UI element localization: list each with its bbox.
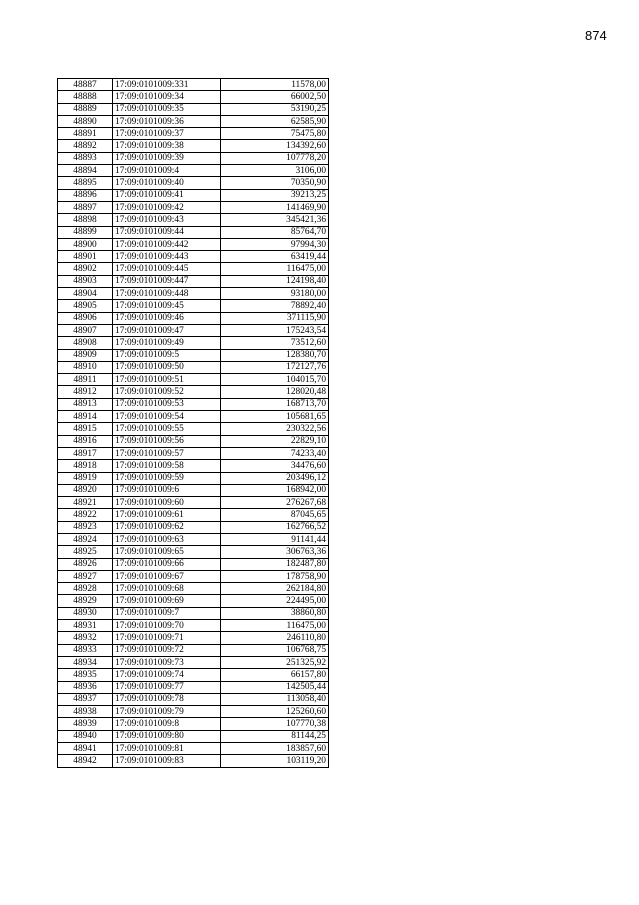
value-cell: 276267,68: [221, 497, 329, 509]
value-cell: 134392,60: [221, 140, 329, 152]
table-row: [58, 484, 329, 496]
cadastral-number-cell: 17:09:0101009:74: [113, 669, 221, 681]
value-cell: 345421,36: [221, 214, 329, 226]
value-cell: 38860,80: [221, 607, 329, 619]
cadastral-number-cell: 17:09:0101009:4: [113, 165, 221, 177]
value-cell: 262184,80: [221, 583, 329, 595]
value-cell: 168713,70: [221, 398, 329, 410]
value-cell: 128020,48: [221, 386, 329, 398]
value-cell: 182487,80: [221, 558, 329, 570]
value-cell: 78892,40: [221, 300, 329, 312]
value-cell: 81144,25: [221, 730, 329, 742]
cadastral-number-cell: 17:09:0101009:35: [113, 103, 221, 115]
row-number-cell: 48903: [58, 275, 113, 287]
table-row: [58, 706, 329, 718]
table-row: [58, 509, 329, 521]
table-row: [58, 201, 329, 213]
value-cell: 53190,25: [221, 103, 329, 115]
row-number-cell: 48887: [58, 79, 113, 91]
table-row: [58, 620, 329, 632]
row-number-cell: 48893: [58, 152, 113, 164]
row-number-cell: 48938: [58, 706, 113, 718]
row-number-cell: 48929: [58, 595, 113, 607]
value-cell: 70350,90: [221, 177, 329, 189]
cadastral-number-cell: 17:09:0101009:71: [113, 632, 221, 644]
table-row: [58, 226, 329, 238]
value-cell: 168942,00: [221, 484, 329, 496]
cadastral-number-cell: 17:09:0101009:45: [113, 300, 221, 312]
table-row: [58, 349, 329, 361]
table-row: [58, 656, 329, 668]
cadastral-number-cell: 17:09:0101009:63: [113, 533, 221, 545]
cadastral-number-cell: 17:09:0101009:70: [113, 620, 221, 632]
table-row: [58, 411, 329, 423]
row-number-cell: 48935: [58, 669, 113, 681]
cadastral-number-cell: 17:09:0101009:57: [113, 447, 221, 459]
value-cell: 172127,76: [221, 361, 329, 373]
cadastral-number-cell: 17:09:0101009:5: [113, 349, 221, 361]
cadastral-number-cell: 17:09:0101009:43: [113, 214, 221, 226]
cadastral-number-cell: 17:09:0101009:47: [113, 324, 221, 336]
table-row: [58, 472, 329, 484]
row-number-cell: 48922: [58, 509, 113, 521]
row-number-cell: 48939: [58, 718, 113, 730]
row-number-cell: 48918: [58, 460, 113, 472]
row-number-cell: 48910: [58, 361, 113, 373]
value-cell: 224495,00: [221, 595, 329, 607]
cadastral-number-cell: 17:09:0101009:56: [113, 435, 221, 447]
cadastral-number-cell: 17:09:0101009:83: [113, 755, 221, 767]
table-row: [58, 558, 329, 570]
table-row: [58, 460, 329, 472]
table-row: [58, 755, 329, 767]
cadastral-number-cell: 17:09:0101009:80: [113, 730, 221, 742]
table-row: [58, 435, 329, 447]
row-number-cell: 48906: [58, 312, 113, 324]
value-cell: 66157,80: [221, 669, 329, 681]
cadastral-number-cell: 17:09:0101009:58: [113, 460, 221, 472]
row-number-cell: 48934: [58, 656, 113, 668]
value-cell: 183857,60: [221, 743, 329, 755]
cadastral-number-cell: 17:09:0101009:38: [113, 140, 221, 152]
row-number-cell: 48907: [58, 324, 113, 336]
value-cell: 106768,75: [221, 644, 329, 656]
row-number-cell: 48919: [58, 472, 113, 484]
table-row: [58, 238, 329, 250]
row-number-cell: 48890: [58, 115, 113, 127]
cadastral-number-cell: 17:09:0101009:55: [113, 423, 221, 435]
value-cell: 97994,30: [221, 238, 329, 250]
row-number-cell: 48927: [58, 570, 113, 582]
table-row: [58, 743, 329, 755]
cadastral-number-cell: 17:09:0101009:442: [113, 238, 221, 250]
table-row: [58, 423, 329, 435]
cadastral-number-cell: 17:09:0101009:46: [113, 312, 221, 324]
cadastral-number-cell: 17:09:0101009:78: [113, 693, 221, 705]
table-row: [58, 275, 329, 287]
table-row: [58, 337, 329, 349]
value-cell: 75475,80: [221, 128, 329, 140]
value-cell: 162766,52: [221, 521, 329, 533]
value-cell: 22829,10: [221, 435, 329, 447]
table-row: [58, 165, 329, 177]
table-row: [58, 386, 329, 398]
row-number-cell: 48888: [58, 91, 113, 103]
cadastral-number-cell: 17:09:0101009:54: [113, 411, 221, 423]
table-row: [58, 632, 329, 644]
cadastral-number-cell: 17:09:0101009:72: [113, 644, 221, 656]
value-cell: 34476,60: [221, 460, 329, 472]
row-number-cell: 48932: [58, 632, 113, 644]
cadastral-number-cell: 17:09:0101009:50: [113, 361, 221, 373]
table-row: [58, 607, 329, 619]
row-number-cell: 48921: [58, 497, 113, 509]
row-number-cell: 48937: [58, 693, 113, 705]
value-cell: 85764,70: [221, 226, 329, 238]
value-cell: 62585,90: [221, 115, 329, 127]
row-number-cell: 48914: [58, 411, 113, 423]
row-number-cell: 48917: [58, 447, 113, 459]
cadastral-number-cell: 17:09:0101009:68: [113, 583, 221, 595]
row-number-cell: 48931: [58, 620, 113, 632]
row-number-cell: 48923: [58, 521, 113, 533]
value-cell: 246110,80: [221, 632, 329, 644]
cadastral-number-cell: 17:09:0101009:51: [113, 374, 221, 386]
row-number-cell: 48925: [58, 546, 113, 558]
table-row: [58, 533, 329, 545]
value-cell: 107770,38: [221, 718, 329, 730]
row-number-cell: 48911: [58, 374, 113, 386]
row-number-cell: 48904: [58, 288, 113, 300]
cadastral-number-cell: 17:09:0101009:52: [113, 386, 221, 398]
table-row: [58, 374, 329, 386]
table-row: [58, 115, 329, 127]
table-row: [58, 251, 329, 263]
cadastral-number-cell: 17:09:0101009:79: [113, 706, 221, 718]
row-number-cell: 48915: [58, 423, 113, 435]
row-number-cell: 48892: [58, 140, 113, 152]
cadastral-number-cell: 17:09:0101009:41: [113, 189, 221, 201]
cadastral-number-cell: 17:09:0101009:59: [113, 472, 221, 484]
table-row: [58, 91, 329, 103]
row-number-cell: 48912: [58, 386, 113, 398]
value-cell: 203496,12: [221, 472, 329, 484]
table-row: [58, 681, 329, 693]
table-row: [58, 263, 329, 275]
table-row: [58, 152, 329, 164]
table-row: [58, 324, 329, 336]
row-number-cell: 48889: [58, 103, 113, 115]
table-row: [58, 718, 329, 730]
cadastral-number-cell: 17:09:0101009:36: [113, 115, 221, 127]
row-number-cell: 48897: [58, 201, 113, 213]
value-cell: 105681,65: [221, 411, 329, 423]
row-number-cell: 48909: [58, 349, 113, 361]
row-number-cell: 48940: [58, 730, 113, 742]
cadastral-number-cell: 17:09:0101009:66: [113, 558, 221, 570]
cadastral-number-cell: 17:09:0101009:73: [113, 656, 221, 668]
cadastral-number-cell: 17:09:0101009:6: [113, 484, 221, 496]
value-cell: 142505,44: [221, 681, 329, 693]
row-number-cell: 48902: [58, 263, 113, 275]
cadastral-number-cell: 17:09:0101009:445: [113, 263, 221, 275]
cadastral-number-cell: 17:09:0101009:443: [113, 251, 221, 263]
table-row: [58, 128, 329, 140]
table-row: [58, 521, 329, 533]
value-cell: 107778,20: [221, 152, 329, 164]
cadastral-number-cell: 17:09:0101009:331: [113, 79, 221, 91]
table-row: [58, 177, 329, 189]
value-cell: 73512,60: [221, 337, 329, 349]
value-cell: 230322,56: [221, 423, 329, 435]
value-cell: 113058,40: [221, 693, 329, 705]
cadastral-number-cell: 17:09:0101009:37: [113, 128, 221, 140]
row-number-cell: 48895: [58, 177, 113, 189]
table-row: [58, 669, 329, 681]
value-cell: 66002,50: [221, 91, 329, 103]
cadastral-number-cell: 17:09:0101009:34: [113, 91, 221, 103]
table-row: [58, 570, 329, 582]
table-row: [58, 730, 329, 742]
value-cell: 74233,40: [221, 447, 329, 459]
cadastral-number-cell: 17:09:0101009:39: [113, 152, 221, 164]
table-row: [58, 644, 329, 656]
cadastral-number-cell: 17:09:0101009:65: [113, 546, 221, 558]
row-number-cell: 48933: [58, 644, 113, 656]
cadastral-number-cell: 17:09:0101009:81: [113, 743, 221, 755]
cadastral-values-table: [57, 78, 329, 768]
cadastral-number-cell: 17:09:0101009:8: [113, 718, 221, 730]
value-cell: 175243,54: [221, 324, 329, 336]
row-number-cell: 48901: [58, 251, 113, 263]
cadastral-number-cell: 17:09:0101009:7: [113, 607, 221, 619]
row-number-cell: 48942: [58, 755, 113, 767]
row-number-cell: 48930: [58, 607, 113, 619]
row-number-cell: 48941: [58, 743, 113, 755]
cadastral-number-cell: 17:09:0101009:53: [113, 398, 221, 410]
table-row: [58, 312, 329, 324]
value-cell: 91141,44: [221, 533, 329, 545]
table-row: [58, 103, 329, 115]
table-row: [58, 300, 329, 312]
row-number-cell: 48913: [58, 398, 113, 410]
cadastral-number-cell: 17:09:0101009:67: [113, 570, 221, 582]
row-number-cell: 48928: [58, 583, 113, 595]
value-cell: 104015,70: [221, 374, 329, 386]
value-cell: 125260,60: [221, 706, 329, 718]
table-row: [58, 497, 329, 509]
value-cell: 371115,90: [221, 312, 329, 324]
value-cell: 178758,90: [221, 570, 329, 582]
table-row: [58, 546, 329, 558]
value-cell: 116475,00: [221, 263, 329, 275]
row-number-cell: 48924: [58, 533, 113, 545]
value-cell: 11578,00: [221, 79, 329, 91]
cadastral-number-cell: 17:09:0101009:77: [113, 681, 221, 693]
table-row: [58, 447, 329, 459]
cadastral-number-cell: 17:09:0101009:40: [113, 177, 221, 189]
value-cell: 103119,20: [221, 755, 329, 767]
cadastral-number-cell: 17:09:0101009:49: [113, 337, 221, 349]
table-row: [58, 79, 329, 91]
row-number-cell: 48926: [58, 558, 113, 570]
table-row: [58, 398, 329, 410]
value-cell: 3106,00: [221, 165, 329, 177]
value-cell: 251325,92: [221, 656, 329, 668]
page-number: 874: [585, 28, 607, 43]
value-cell: 124198,40: [221, 275, 329, 287]
cadastral-number-cell: 17:09:0101009:61: [113, 509, 221, 521]
row-number-cell: 48891: [58, 128, 113, 140]
table-row: [58, 189, 329, 201]
table-row: [58, 214, 329, 226]
cadastral-number-cell: 17:09:0101009:62: [113, 521, 221, 533]
table-row: [58, 140, 329, 152]
cadastral-number-cell: 17:09:0101009:447: [113, 275, 221, 287]
table-body: [58, 79, 329, 768]
value-cell: 39213,25: [221, 189, 329, 201]
row-number-cell: 48916: [58, 435, 113, 447]
row-number-cell: 48898: [58, 214, 113, 226]
row-number-cell: 48920: [58, 484, 113, 496]
value-cell: 141469,90: [221, 201, 329, 213]
cadastral-number-cell: 17:09:0101009:69: [113, 595, 221, 607]
row-number-cell: 48908: [58, 337, 113, 349]
row-number-cell: 48896: [58, 189, 113, 201]
cadastral-number-cell: 17:09:0101009:42: [113, 201, 221, 213]
row-number-cell: 48894: [58, 165, 113, 177]
row-number-cell: 48900: [58, 238, 113, 250]
value-cell: 93180,00: [221, 288, 329, 300]
row-number-cell: 48905: [58, 300, 113, 312]
cadastral-number-cell: 17:09:0101009:44: [113, 226, 221, 238]
value-cell: 63419,44: [221, 251, 329, 263]
value-cell: 87045,65: [221, 509, 329, 521]
table-row: [58, 583, 329, 595]
value-cell: 306763,36: [221, 546, 329, 558]
cadastral-number-cell: 17:09:0101009:60: [113, 497, 221, 509]
cadastral-number-cell: 17:09:0101009:448: [113, 288, 221, 300]
table-row: [58, 693, 329, 705]
value-cell: 128380,70: [221, 349, 329, 361]
row-number-cell: 48899: [58, 226, 113, 238]
table-row: [58, 595, 329, 607]
table-row: [58, 288, 329, 300]
row-number-cell: 48936: [58, 681, 113, 693]
table-row: [58, 361, 329, 373]
value-cell: 116475,00: [221, 620, 329, 632]
